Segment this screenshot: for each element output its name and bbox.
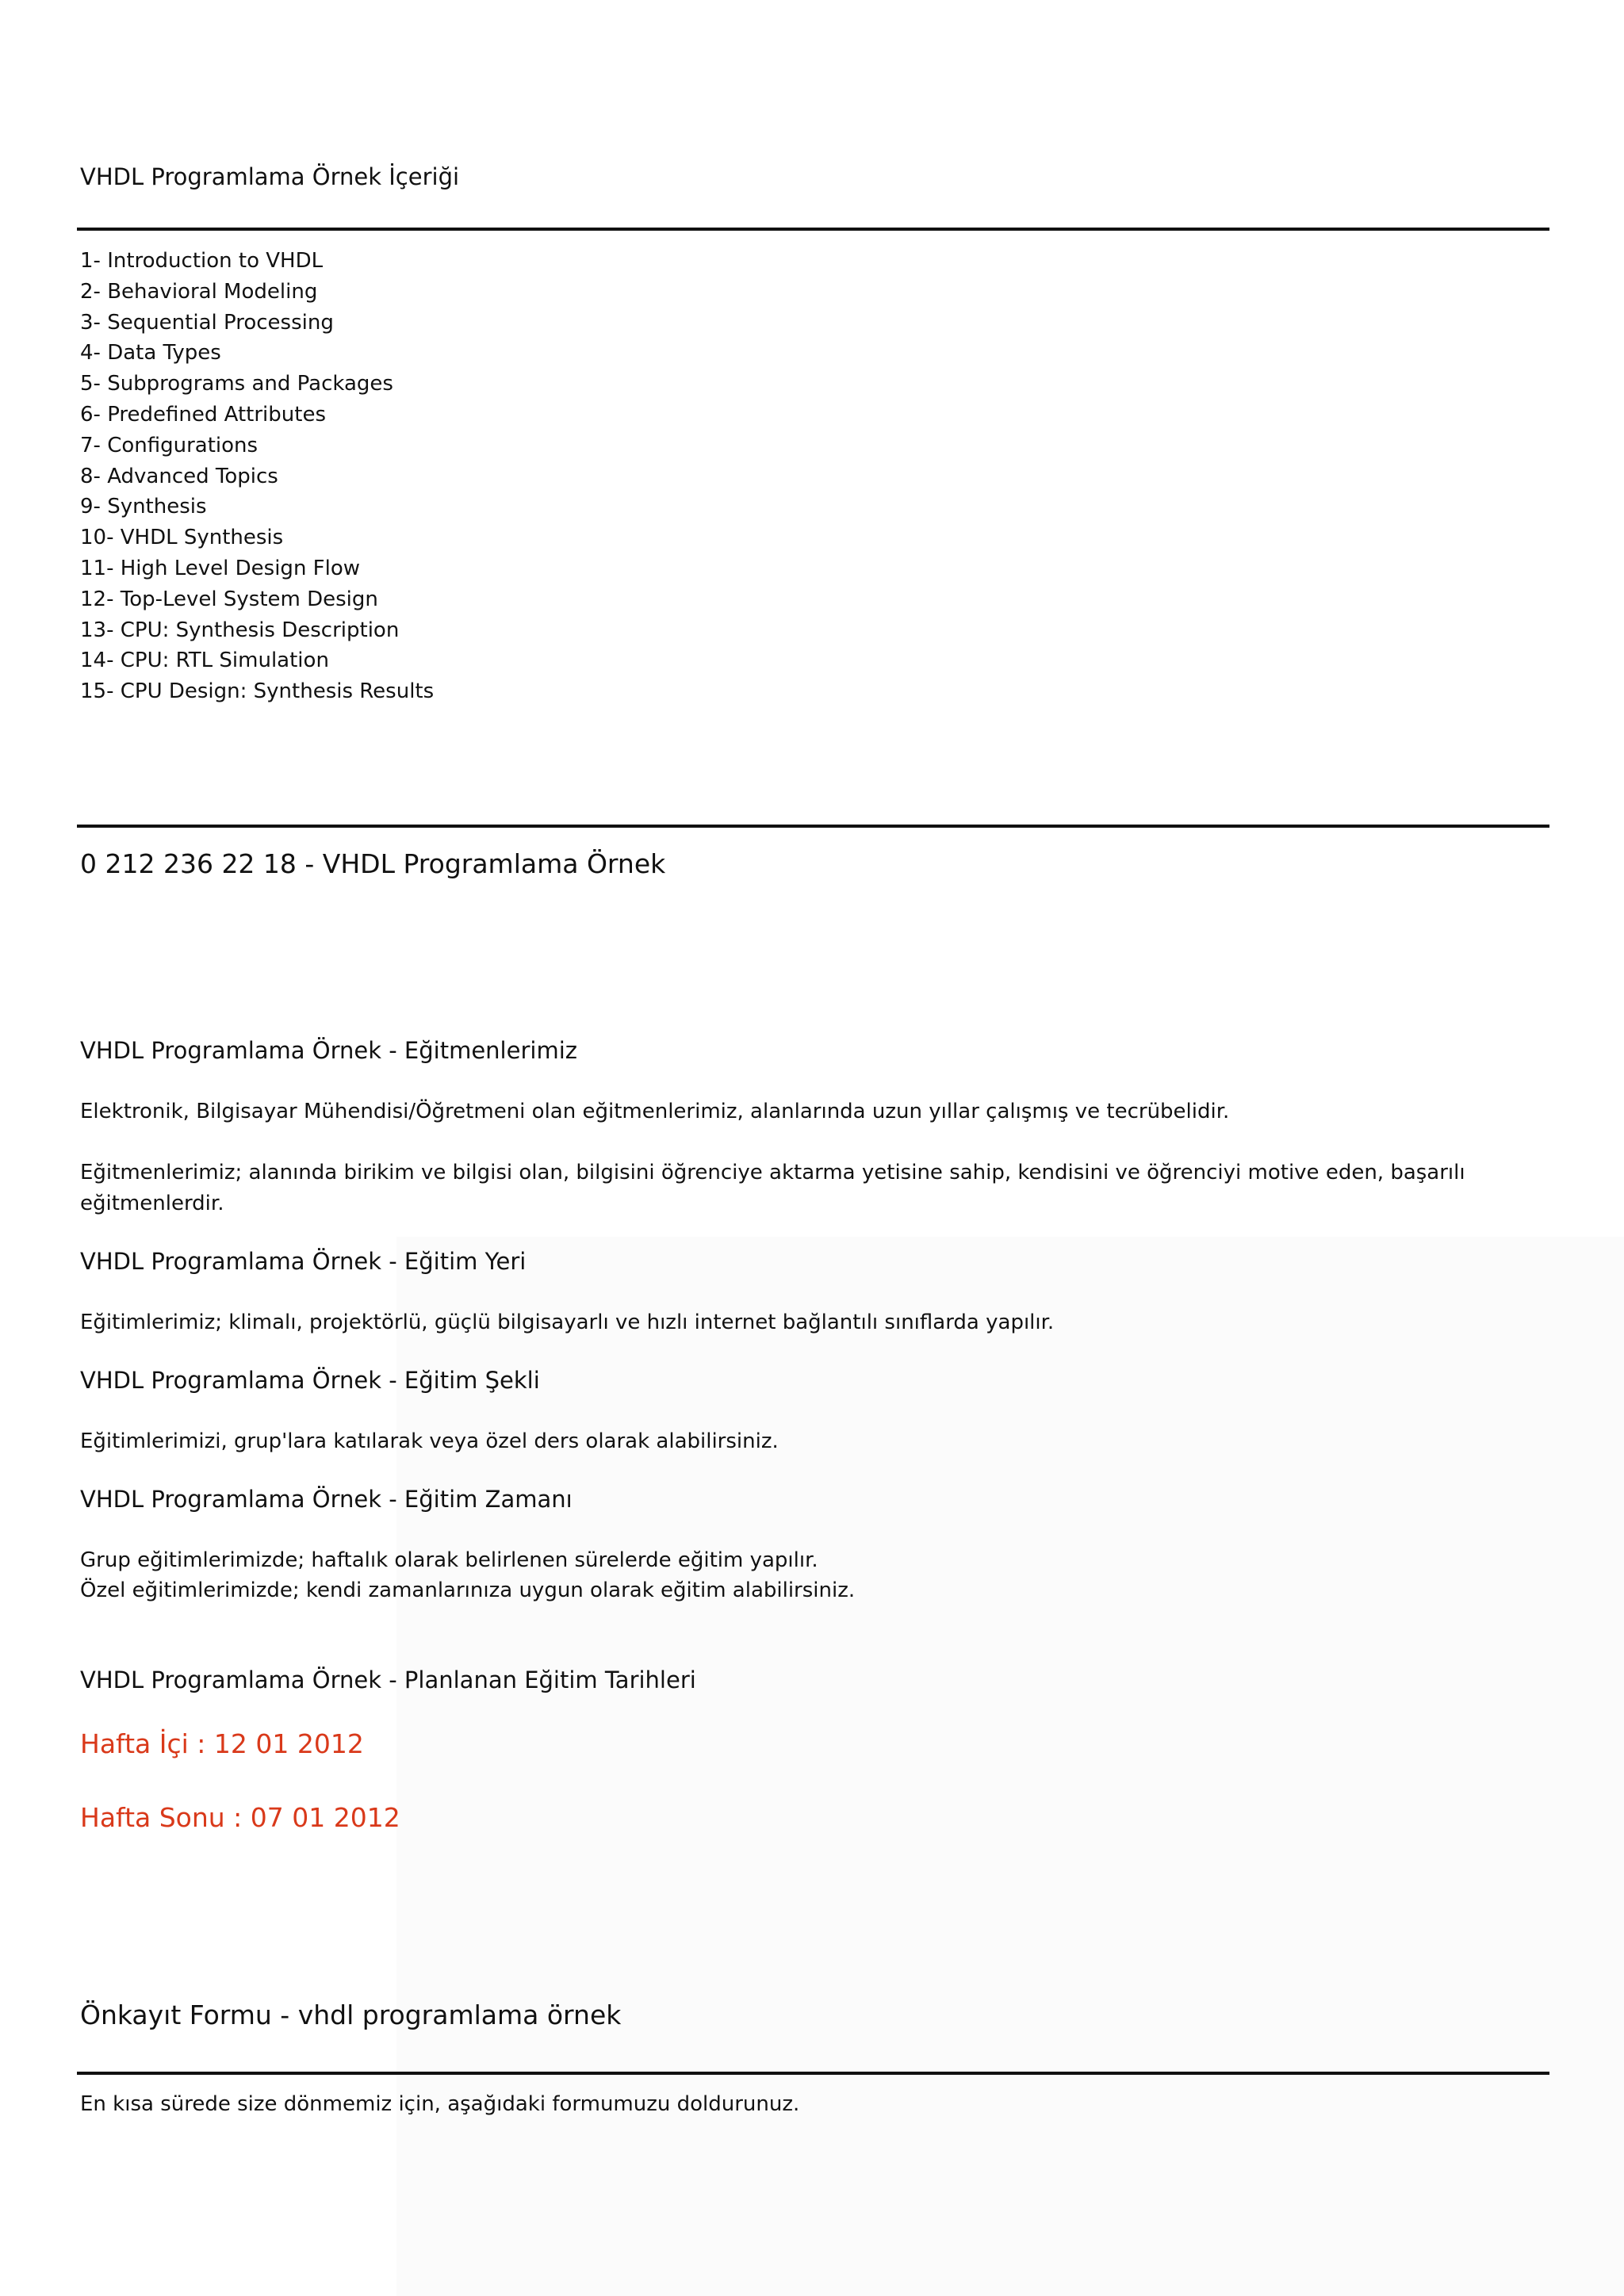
format-heading: VHDL Programlama Örnek - Eğitim Şekli xyxy=(80,1367,540,1394)
instructors-paragraph-2-line-1: Eğitmenlerimiz; alanında birikim ve bilgisi olan, bilgisini öğrenciye aktarma yetisine sahip, kendisini ve öğrenciyi motive eden, başarılı xyxy=(80,1161,1465,1184)
toc-list xyxy=(80,246,434,707)
toc-item: 1- Introduction to VHDL xyxy=(80,249,324,273)
weekday-date: Hafta İçi : 12 01 2012 xyxy=(80,1728,364,1759)
toc-item: 3- Sequential Processing xyxy=(80,310,334,335)
toc-item: 13- CPU: Synthesis Description xyxy=(80,618,400,642)
toc-item: 5- Subprograms and Packages xyxy=(80,372,393,396)
toc-item: 10- VHDL Synthesis xyxy=(80,526,284,550)
toc-item: 6- Predefined Attributes xyxy=(80,402,326,427)
toc-item: 11- High Level Design Flow xyxy=(80,556,361,580)
form-heading: Önkayıt Formu - vhdl programlama örnek xyxy=(80,1999,622,2030)
instructors-paragraph-2-line-2: eğitmenlerdir. xyxy=(80,1192,224,1215)
toc-item: 14- CPU: RTL Simulation xyxy=(80,649,329,673)
timing-line-1: Grup eğitimlerimizde; haftalık olarak belirlenen sürelerde eğitim yapılır. xyxy=(80,1548,818,1572)
dates-heading: VHDL Programlama Örnek - Planlanan Eğitim Tarihleri xyxy=(80,1667,696,1693)
toc-item: 7- Configurations xyxy=(80,433,259,457)
weekend-date: Hafta Sonu : 07 01 2012 xyxy=(80,1802,400,1833)
form-instruction: En kısa sürede size dönmemiz için, aşağıdaki formumuzu doldurunuz. xyxy=(80,2092,800,2116)
toc-item: 12- Top-Level System Design xyxy=(80,587,378,611)
section-divider xyxy=(77,825,1549,828)
toc-item: 2- Behavioral Modeling xyxy=(80,279,318,304)
form-divider xyxy=(77,2072,1549,2075)
toc-item: 4- Data Types xyxy=(80,341,221,365)
toc-item: 15- CPU Design: Synthesis Results xyxy=(80,679,435,704)
timing-heading: VHDL Programlama Örnek - Eğitim Zamanı xyxy=(80,1486,573,1513)
instructors-heading: VHDL Programlama Örnek - Eğitmenlerimiz xyxy=(80,1037,577,1064)
location-heading: VHDL Programlama Örnek - Eğitim Yeri xyxy=(80,1248,527,1275)
toc-item: 8- Advanced Topics xyxy=(80,464,278,488)
background-panel xyxy=(396,1237,1624,2296)
instructors-paragraph-1: Elektronik, Bilgisayar Mühendisi/Öğretmeni olan eğitmenlerimiz, alanlarında uzun yıllar çalışmış ve tecrübelidir. xyxy=(80,1100,1230,1123)
toc-top-divider xyxy=(77,228,1549,231)
toc-title: VHDL Programlama Örnek İçeriği xyxy=(80,163,460,190)
timing-line-2: Özel eğitimlerimizde; kendi zamanlarınıza uygun olarak eğitim alabilirsiniz. xyxy=(80,1578,856,1602)
location-text: Eğitimlerimiz; klimalı, projektörlü, güçlü bilgisayarlı ve hızlı internet bağlantılı sınıflarda yapılır. xyxy=(80,1311,1055,1334)
toc-item: 9- Synthesis xyxy=(80,495,207,519)
format-text: Eğitimlerimizi, grup'lara katılarak veya özel ders olarak alabilirsiniz. xyxy=(80,1429,779,1453)
phone-heading: 0 212 236 22 18 - VHDL Programlama Örnek xyxy=(80,848,666,879)
